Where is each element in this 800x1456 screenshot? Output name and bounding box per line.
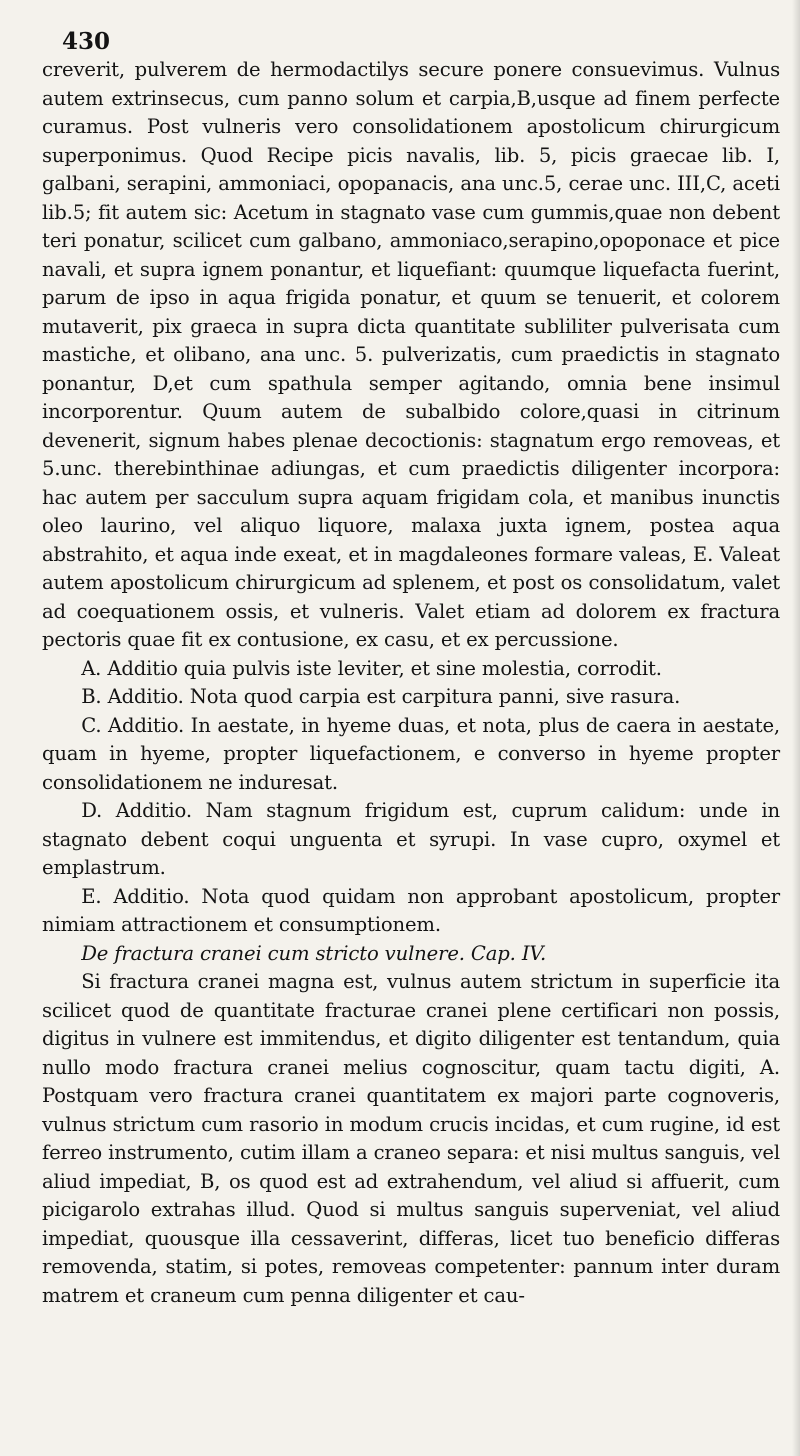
page-number: 430 xyxy=(62,28,111,55)
note-c: C. Additio. In aestate, in hyeme duas, et nota, plus de caera in aestate, quam in hyeme, propter liquefactionem, e converso in hyeme propter consolidationem ne induresat. xyxy=(42,713,780,794)
page-edge-shadow xyxy=(792,0,800,1456)
main-text xyxy=(42,56,780,1310)
note-b: B. Additio. Nota quod carpia est carpitura panni, sive rasura. xyxy=(81,685,681,708)
note-e: E. Additio. Nota quod quidam non approbant apostolicum, propter nimiam attractionem et consumptionem. xyxy=(42,884,780,936)
chapter-heading: De fractura cranei cum stricto vulnere. Cap. IV. xyxy=(81,941,547,965)
note-d: D. Additio. Nam stagnum frigidum est, cuprum calidum: unde in stagnato debent coqui unguenta et syrupi. In vase cupro, oxymel et emplastrum. xyxy=(42,799,780,879)
opening-paragraph: creverit, pulverem de hermodactilys secure ponere consuevimus. Vulnus autem extrinsecus, cum panno solum et carpia,B,usque ad finem perfecte curamus. Post vulneris vero consolidationem apostolicum chirurgicum superponimus. Quod Recipe picis navalis, lib. 5, picis graecae lib. I, galbani, serapini, ammoniaci, opopanacis, ana unc.5, cerae unc. III,C, aceti lib.5; fit autem sic: Acetum in stagnato vase cum gummis,quae non debent teri ponatur, scilicet cum galbano, ammoniaco,serapino,opoponace et pice navali, et supra ignem ponantur, et liquefiant: quumque liquefacta fuerint, parum de ipso in aqua frigida ponatur, et quum se tenuerit, et colorem mutaverit, pix graeca in supra dicta quantitate subliliter pulverisata cum mastiche, et olibano, ana unc. 5. pulverizatis, cum praedictis in stagnato ponantur, D,et cum spathula semper agitando, omnia bene insimul incorporentur. Quum autem de subalbido colore,quasi in citrinum devenerit, signum habes plenae decoctionis: stagnatum ergo removeas, et 5.unc. therebinthinae adiungas, et cum praedictis diligenter incorpora: hac autem per sacculum supra aquam frigidam cola, et manibus inunctis oleo laurino, vel aliquo liquore, malaxa juxta ignem, postea aqua abstrahito, et aqua inde exeat, et in magdaleones formare valeas, E. Valeat autem apostolicum chirurgicum ad splenem, et post os consolidatum, valet ad coequationem ossis, et vulneris. Valet etiam ad dolorem ex fractura pectoris quae fit ex contusione, ex casu, et ex percussione. xyxy=(42,58,780,651)
note-a: A. Additio quia pulvis iste leviter, et sine molestia, corrodit. xyxy=(81,656,662,680)
chapter-paragraph: Si fractura cranei magna est, vulnus autem strictum in superficie ita scilicet quod de quantitate fracturae cranei plene certificari non possis, digitus in vulnere est immitendus, et digito diligenter est tentandum, quia nullo modo fractura cranei melius cognoscitur, quam tactu digiti, A. Postquam vero fractura cranei quantitatem ex majori parte cognoveris, vulnus strictum cum rasorio in modum crucis incidas, et cum rugine, id est ferreo instrumento, cutim illam a craneo separa: et nisi multus sanguis, vel aliud impediat, B, os quod est ad extrahendum, vel aliud si affuerit, cum picigarolo extrahas illud. Quod si multus sanguis superveniat, vel aliud impediat, quousque illa cessaverint, differas, licet tuo beneficio differas removenda, statim, si potes, removeas competenter: pannum inter duram matrem et craneum cum penna diligenter et cau- xyxy=(42,970,780,1307)
